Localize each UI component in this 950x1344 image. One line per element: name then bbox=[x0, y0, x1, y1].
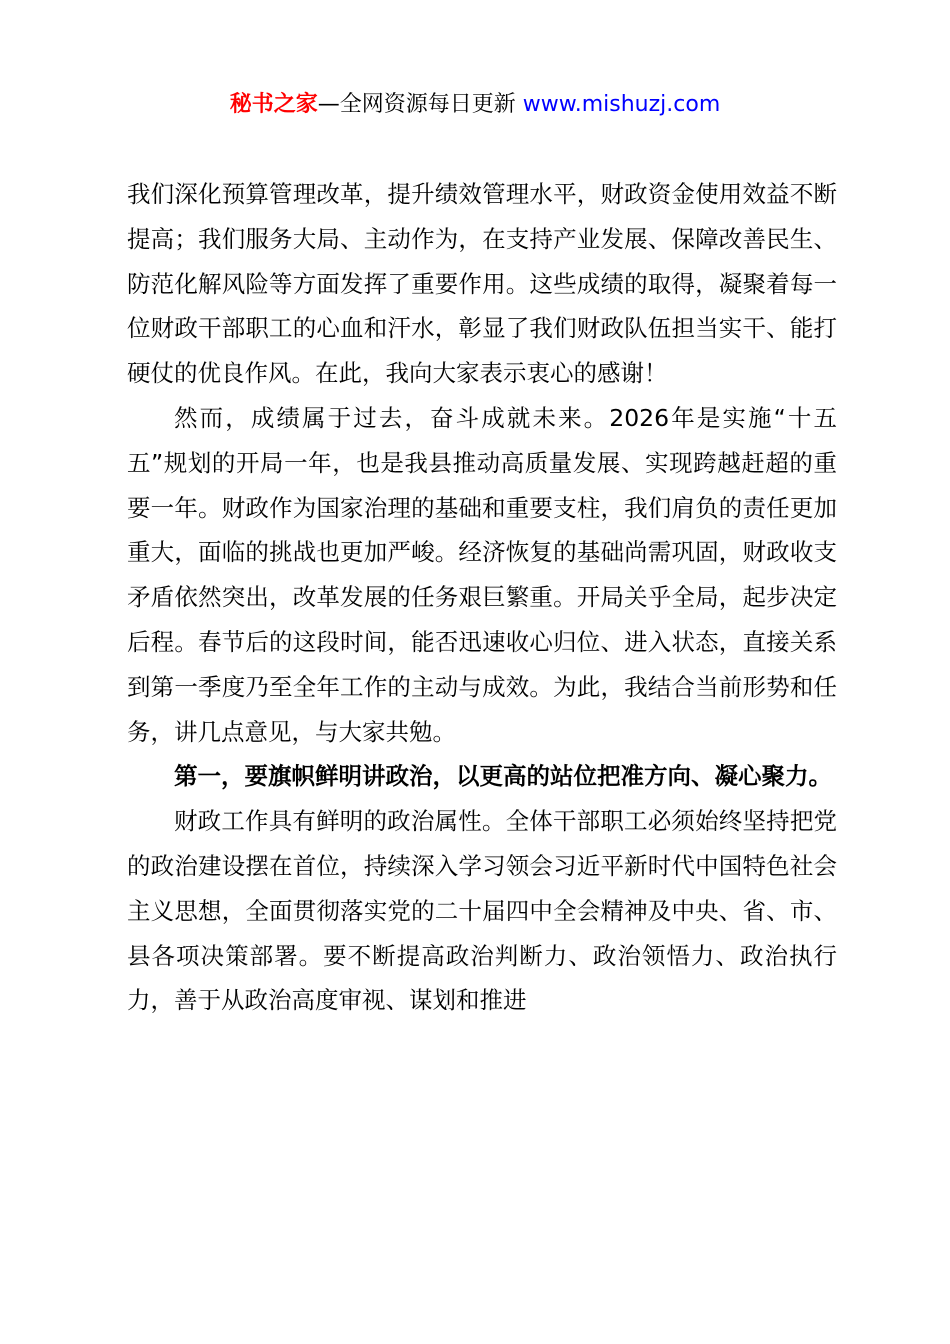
paragraph: 然而，成绩属于过去，奋斗成就未来。2026年是实施“十五五”规划的开局一年，也是我县推动高质量发展、实现跨越赶超的重要一年。财政作为国家治理的基础和重要支柱，我们肩负的责任更加重大，面临的挑战也更加严峻。经济恢复的基础尚需巩固，财政收支矛盾依然突出，改革发展的任务艰巨繁重。开局关乎全局，起步决定后程。春节后的这段时间，能否迅速收心归位、进入状态，直接关系到第一季度乃至全年工作的主动与成效。为此，我结合当前形势和任务，讲几点意见，与大家共勉。 bbox=[127, 403, 837, 746]
paragraph-continuation: 我们深化预算管理改革，提升绩效管理水平，财政资金使用效益不断提高；我们服务大局、主动作为，在支持产业发展、保障改善民生、防范化解风险等方面发挥了重要作用。这些成绩的取得，凝聚着每一位财政干部职工的心血和汗水，彰显了我们财政队伍担当实干、能打硬仗的优良作风。在此，我向大家表示衷心的感谢！ bbox=[127, 180, 837, 388]
page-header bbox=[0, 88, 950, 122]
section-heading: 第一，要旗帜鲜明讲政治，以更高的站位把准方向、凝心聚力。 bbox=[174, 762, 832, 791]
brand-name: 秘书之家 bbox=[229, 92, 318, 117]
header-tagline: —全网资源每日更新 bbox=[317, 92, 523, 117]
paragraph: 财政工作具有鲜明的政治属性。全体干部职工必须始终坚持把党的政治建设摆在首位，持续深入学习领会习近平新时代中国特色社会主义思想，全面贯彻落实党的二十届四中全会精神及中央、省、市、县各项决策部署。要不断提高政治判断力、政治领悟力、政治执行力，善于从政治高度审视、谋划和推进 bbox=[127, 807, 837, 1015]
website-url[interactable]: www.mishuzj.com bbox=[522, 92, 721, 117]
document-body bbox=[127, 172, 837, 1023]
